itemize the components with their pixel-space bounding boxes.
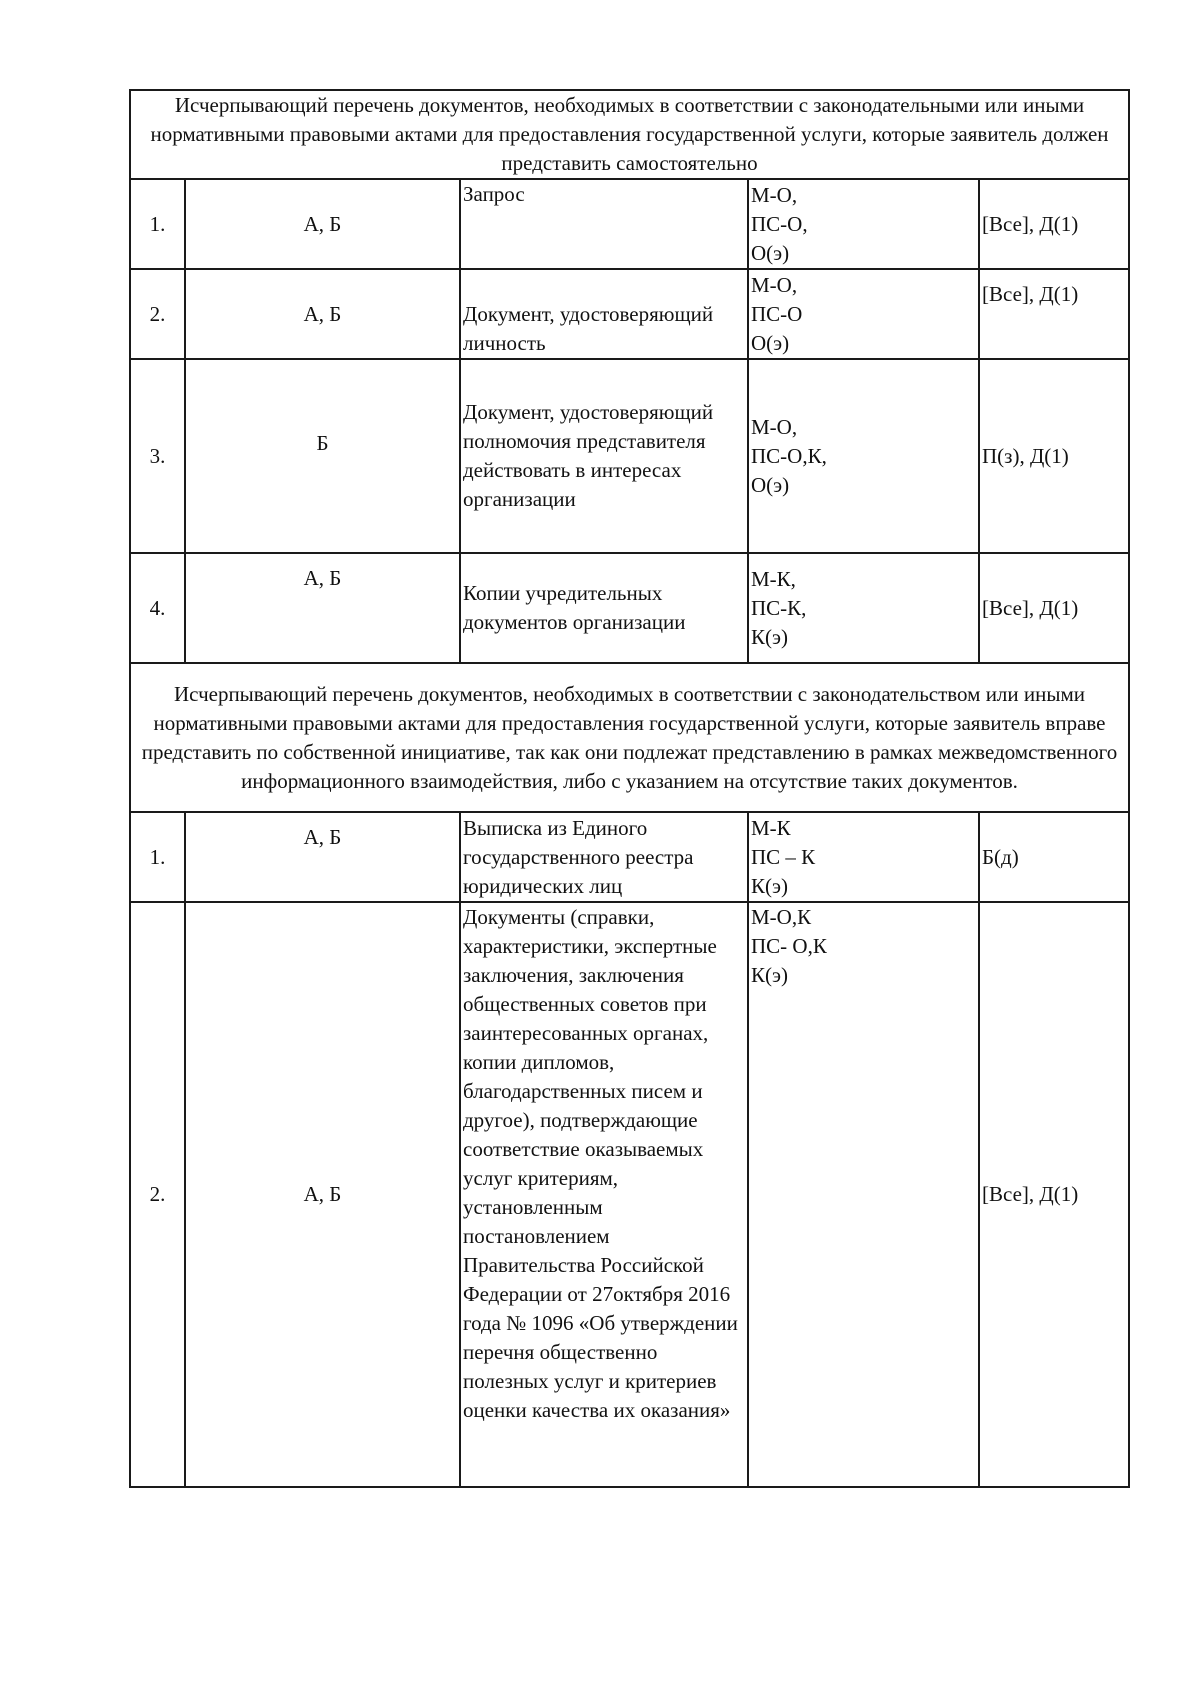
form-line: М-О, [751, 272, 798, 297]
form-line: ПС-О, [751, 211, 808, 236]
form-line: О(э) [751, 240, 790, 265]
form-line: ПС-О [751, 301, 803, 326]
row-number: 1. [130, 179, 185, 269]
document-name: Документы (справки, характеристики, экспертные заключения, заключения общественных советов при заинтересованных органах, копии дипломов, благодарственных писем и другое), подтверждающие соответствие оказываемых услуг критериям, установленным постановлением Правительства Российской Федерации от 27октября 2016 года № 1096 «Об утверждении перечня общественно полезных услуг и критериев оценки качества их оказания» [460, 902, 748, 1487]
requirement-code: [Все], Д(1) [979, 179, 1129, 269]
table-row [130, 553, 1129, 663]
submission-forms [748, 269, 979, 359]
form-line: О(э) [751, 330, 790, 355]
applicant-categories: Б [185, 359, 460, 553]
document-name: Выписка из Единого государственного реестра юридических лиц [460, 812, 748, 902]
applicant-categories: А, Б [185, 269, 460, 359]
form-line: О(э) [751, 472, 790, 497]
row-number: 4. [130, 553, 185, 663]
submission-forms [748, 359, 979, 553]
form-line: М-О, [751, 182, 798, 207]
document-name: Документ, удостоверяющий полномочия представителя действовать в интересах организации [460, 359, 748, 553]
applicant-categories: А, Б [185, 553, 460, 663]
requirement-code: [Все], Д(1) [979, 269, 1129, 359]
submission-forms [748, 812, 979, 902]
form-line: М-К [751, 815, 791, 840]
row-number: 3. [130, 359, 185, 553]
requirement-code: [Все], Д(1) [979, 902, 1129, 1487]
row-number: 2. [130, 269, 185, 359]
form-line: М-О, [751, 414, 798, 439]
submission-forms [748, 553, 979, 663]
form-line: ПС-К, [751, 595, 807, 620]
table-row [130, 269, 1129, 359]
table-row [130, 179, 1129, 269]
form-line: ПС- О,К [751, 934, 827, 958]
row-number: 2. [130, 902, 185, 1487]
document-name: Копии учредительных документов организации [460, 553, 748, 663]
document-name: Запрос [460, 179, 748, 269]
applicant-categories: А, Б [185, 812, 460, 902]
section1-heading: Исчерпывающий перечень документов, необходимых в соответствии с законодательными или иными нормативными правовыми актами для предоставления государственной услуги, которые заявитель должен представить самостоятельно [130, 90, 1129, 179]
document-name: Документ, удостоверяющий личность [460, 269, 748, 359]
section-heading-row [130, 90, 1129, 179]
form-line: М-О,К [751, 905, 812, 929]
table-row [130, 812, 1129, 902]
section-heading-row [130, 663, 1129, 812]
table-row [130, 359, 1129, 553]
documents-table [129, 89, 1130, 1488]
table-row [130, 902, 1129, 1487]
form-line: ПС – К [751, 844, 816, 869]
submission-forms [748, 179, 979, 269]
requirement-code: П(з), Д(1) [979, 359, 1129, 553]
form-line: ПС-О,К, [751, 443, 827, 468]
form-line: К(э) [751, 963, 789, 987]
form-line: М-К, [751, 566, 796, 591]
row-number: 1. [130, 812, 185, 902]
form-line: К(э) [751, 873, 789, 898]
section2-heading: Исчерпывающий перечень документов, необходимых в соответствии с законодательством или иными нормативными правовыми актами для предоставления государственной услуги, которые заявитель вправе представить по собственной инициативе, так как они подлежат представлению в рамках межведомственного информационного взаимодействия, либо с указанием на отсутствие таких документов. [130, 663, 1129, 812]
requirement-code: Б(д) [979, 812, 1129, 902]
applicant-categories: А, Б [185, 179, 460, 269]
requirement-code: [Все], Д(1) [979, 553, 1129, 663]
applicant-categories: А, Б [185, 902, 460, 1487]
submission-forms [748, 902, 979, 1487]
form-line: К(э) [751, 624, 789, 649]
